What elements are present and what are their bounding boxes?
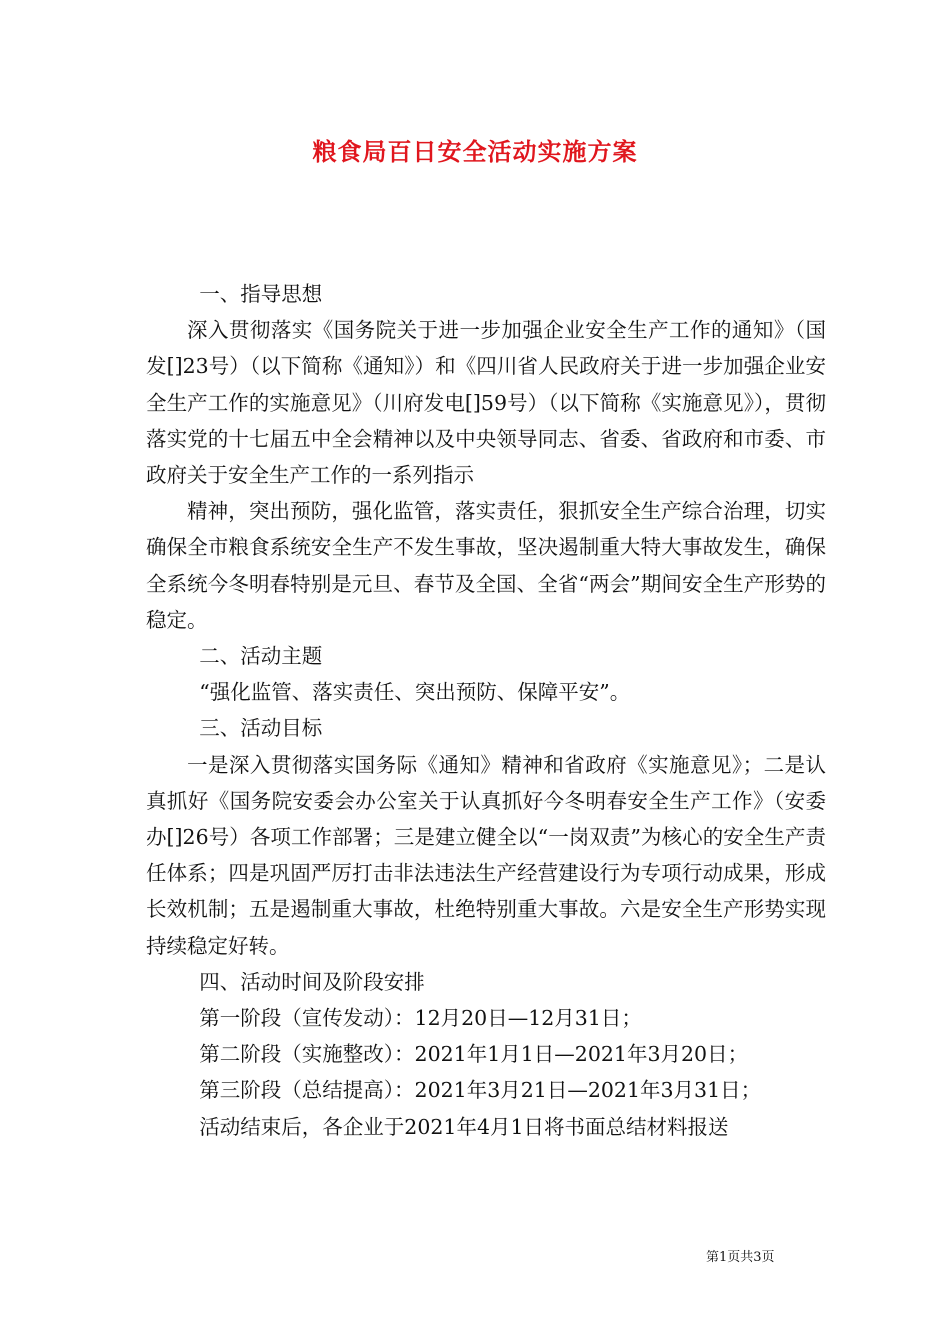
- document-title: 粮食局百日安全活动实施方案: [312, 137, 638, 166]
- document-body: [146, 276, 826, 1145]
- schedule-phase-1: 第一阶段（宣传发动）：12月20日—12月31日；: [199, 1006, 642, 1031]
- section-heading-schedule: 四、活动时间及阶段安排: [199, 969, 425, 994]
- paragraph-guiding-ideology-1: 深入贯彻落实《国务院关于进一步加强企业安全生产工作的通知》（国发[]23号）（以下简称《通知》）和《四川省人民政府关于进一步加强企业安全生产工作的实施意见》（川府发电[]59号）（以下简称《实施意见》），贯彻落实党的十七届五中全会精神以及中央领导同志、省委、省政府和市委、市政府关于安全生产工作的一系列指示: [146, 318, 826, 488]
- section-heading-guiding-ideology: 一、指导思想: [199, 282, 323, 306]
- section-heading-activity-goals: 三、活动目标: [199, 716, 323, 741]
- schedule-phase-2: 第二阶段（实施整改）：2021年1月1日—2021年3月20日；: [199, 1042, 749, 1067]
- paragraph-guiding-ideology-2: 精神，突出预防，强化监管，落实责任，狠抓安全生产综合治理，切实确保全市粮食系统安全生产不发生事故，坚决遏制重大特大事故发生，确保全系统今冬明春特别是元旦、春节及全国、全省“两会”期间安全生产形势的稳定。: [146, 499, 826, 632]
- page-indicator: 第1页共3页: [706, 1250, 775, 1265]
- section-heading-activity-theme: 二、活动主题: [199, 644, 323, 669]
- schedule-phase-3: 第三阶段（总结提高）：2021年3月21日—2021年3月31日；: [199, 1078, 762, 1103]
- paragraph-activity-goals: 一是深入贯彻落实国务际《通知》精神和省政府《实施意见》；二是认真抓好《国务院安委会办公室关于认真抓好今冬明春安全生产工作》（安委办[]26号）各项工作部署；三是建立健全以“一岗双责”为核心的安全生产责任体系；四是巩固严厉打击非法违法生产经营建设行为专项行动成果，形成长效机制；五是遏制重大事故，杜绝特别重大事故。六是安全生产形势实现持续稳定好转。: [146, 752, 826, 958]
- paragraph-after-activity: 活动结束后，各企业于2021年4月1日将书面总结材料报送: [199, 1114, 729, 1139]
- paragraph-activity-theme: “强化监管、落实责任、突出预防、保障平安”。: [199, 680, 631, 705]
